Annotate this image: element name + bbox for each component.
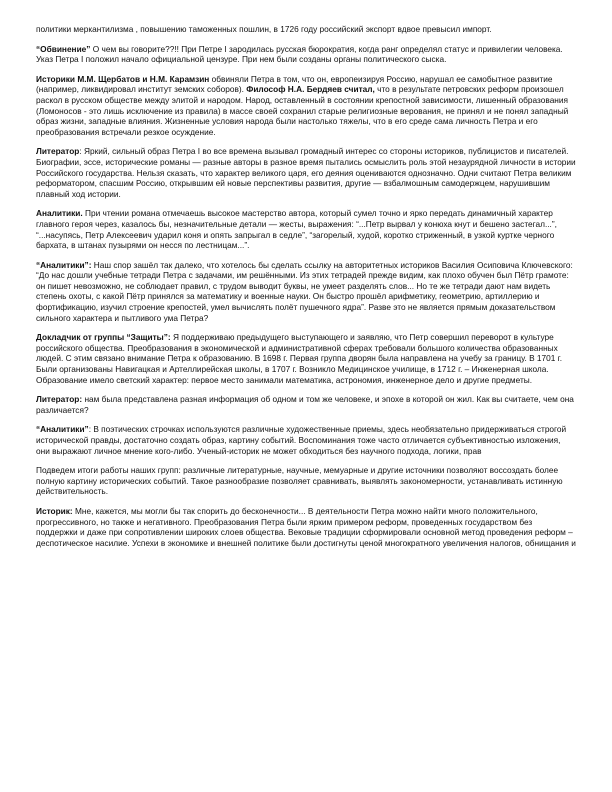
intro-paragraph [36,24,576,35]
summary-paragraph [36,465,576,497]
paragraph-text: нам была представлена разная информация об одном и том же человеке, и эпохе в которой он жил. Как вы считаете, чем она различается? [36,394,574,415]
paragraph-text: политики меркантилизма , повышению таможенных пошлин, в 1726 году российский экспорт вдвое превысил импорт. [36,24,492,34]
paragraph-text: : Яркий, сильный образ Петра I во все времена вызывал громадный интерес со стороны историков, публицистов и писателей. Биографии, эссе, исторические романы — разные авторы в разное время пытались осмыслить роль этой незаурядной личности в истории Российского государства. Нельзя сказать, что характер великого царя, его деяния оцениваются однозначно. Одни считают Петра великим реформатором, спасшим Россию, открывшим ей новые перспективы развития, другие — взбалмошным самодержцем, нарушившим плавный ход истории. [36,146,576,199]
paragraph-text: : В поэтических строчках используются различные художественные приемы, здесь необязательно придерживаться строгой исторической правды, достаточно создать образ, картину событий. Воспоминания тоже часто отличается субъективностью изложения, они выражают личное мнение кого-либо. Ученый-историк не может обходиться без научного подхода, логики, прав [36,424,567,456]
paragraph-text: обвиняли Петра в том, что он, европеизируя Россию, нарушал ее самобытное развитие (например, ликвидировал институт земских соборов). [36,73,553,95]
speaker-label: Докладчик от группы “Защиты”: [36,332,171,343]
speaker-label: Историк: [36,505,73,516]
speaker-label: Литератор: [36,394,83,405]
historian-paragraph [36,506,576,548]
speaker-label: Историки М.М. Щербатов и Н.М. Карамзин [36,73,210,84]
writer-question-paragraph [36,394,576,415]
paragraph-text: Мне, кажется, мы могли бы так спорить до бесконечности... В деятельности Петра можно найти много положительного, прогрессивного, но также и негативного. Преобразования Петра были ярким примером реформ, проведенных государством без поддержки и даже при сопротивлении широких слоев общества. Вековые традиции сформировали основной метод проведения реформ – деспотическое насилие. Успехи в экономике и внешней политике были достигнуты ценой многократного увеличения налогов, обнищания и [36,505,576,548]
speaker-label: Аналитики. [36,208,83,219]
historians-paragraph [36,74,576,138]
speaker-label: “Обвинение” [36,43,91,54]
paragraph-text: О чем вы говорите??!! При Петре I зародилась русская бюрократия, когда ранг определял статус и привилегии человека. Указ Петра I положил начало официальной цензуре. При нем были созданы органы политического сыска. [36,43,563,65]
analysts-paragraph-1 [36,208,576,250]
paragraph-text: При чтении романа отмечаешь высокое мастерство автора, который сумел точно и ярко передать динамичный характер главного героя через, казалось бы, незначительные детали — жесты, выражения: “...Петр вырвал у конюха кнут и бешено застегал...”, “...насупясь, Петр Алексеевич ударил коня и опять запрыгал в седле”, “загорелый, худой, коротко стриженный, в узкой куртке черного бархата, в штанах пузырями он несся по лестницам...”. [36,208,557,251]
document-page [36,24,576,548]
analysts-paragraph-2 [36,260,576,324]
paragraph-text: Наш спор зашёл так далеко, что хотелось бы сделать ссылку на авторитетных историков Василия Осиповича Ключевского: “До нас дошли учебные тетради Петра с задачами, им решёнными. Из этих тетрадей прежде видим, как плохо обучен был Пётр грамоте: он пишет невозможно, не соблюдает правил, с трудом выводит буквы, не умеет разделять слов... Но те же тетради дают нам видеть степень охоты, с какой Пётр принялся за математику и военные науки. Он быстро прошёл арифметику, геометрию, артиллерию и фортификацию, изучил строение крепостей, умел вычислять полёт пушечного ядра”. Разве это не является прямым доказательством сильного характера и пытливого ума Петра? [36,259,573,323]
analysts-paragraph-3 [36,424,576,456]
accusation-paragraph [36,44,576,65]
defense-paragraph [36,332,576,385]
speaker-label: “Аналитики” [36,424,89,435]
paragraph-text: Подведем итоги работы наших групп: различные литературные, научные, мемуарные и другие источники позволяют воссоздать более полную картину исторических событий. Такое разнообразие позволяет сравнивать, выявлять закономерности, устанавливать истинную действительность. [36,465,563,497]
writer-paragraph [36,146,576,199]
speaker-label: Философ Н.А. Бердяев считал, [246,84,375,95]
paragraph-text: Я поддерживаю предыдущего выступающего и заявляю, что Петр совершил переворот в культуре российского общества. Преобразования в экономической и административной сферах требовали большого количества образованных людей. С этим связано внимание Петра к образованию. В 1698 г. Первая группа дворян была направлена на учебу за границу. В 1701 г. Были организованы Навигацкая и Артеллирейская школы, в 1707 г. Возникло Медицинское училище, в 1712 г. – Инженерная школа. Образование имело светский характер: первое место занимали математика, астрономия, инженерное дело и другие предметы. [36,332,562,385]
speaker-label: “Аналитики”: [36,259,92,270]
paragraph-text: что в результате петровских реформ произошел раскол в русском обществе между элитой и народом. Народ, оставленный в состоянии крепостной зависимости, лишенный образования (Ломоносов - это лишь исключение из правила) в массе своей сохранил старые религиозные верования, не принял и не понял западный образ жизни, западные влияния. Жизненные условия народа были настолько тяжелы, что в его среде сама личность Петра и его преобразования встречали резкое осуждение. [36,84,569,137]
speaker-label: Литератор [36,146,80,157]
